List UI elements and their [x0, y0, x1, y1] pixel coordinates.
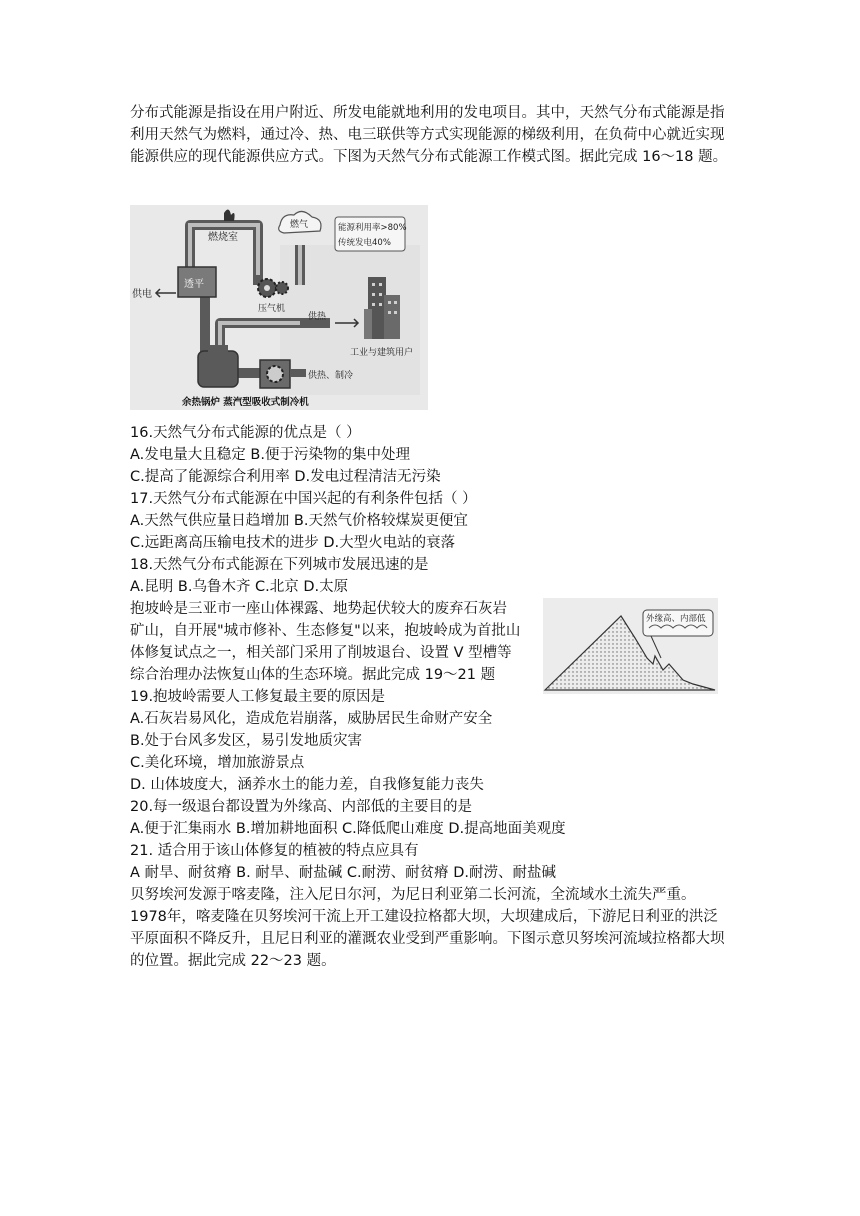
mountain-profile-figure [543, 598, 718, 694]
intro-paragraph: 分布式能源是指设在用户附近、所发电能就地利用的发电项目。其中，天然气分布式能源是指利用天然气为燃料，通过冷、热、电三联供等方式实现能源的梯级利用，在负荷中心就近实现能源供应的现代能源供应方式。下图为天然气分布式能源工作模式图。据此完成 16～18 题。 [130, 105, 728, 165]
q19-option-a: A.石灰岩易风化，造成危岩崩落，威胁居民生命财产安全 [130, 711, 493, 727]
q20-options: A.便于汇集雨水 B.增加耕地面积 C.降低爬山难度 D.提高地面美观度 [130, 821, 566, 837]
compressor-label: 压气机 [258, 304, 286, 314]
q21-options: A 耐旱、耐贫瘠 B. 耐旱、耐盐碱 C.耐涝、耐贫瘠 D.耐涝、耐盐碱 [130, 865, 557, 881]
q16-stem: 16.天然气分布式能源的优点是（ ） [130, 425, 361, 441]
outer-high-inner-low-label: 外缘高、内部低 [646, 614, 706, 624]
q19-option-b: B.处于台风多发区，易引发地质灾害 [130, 733, 363, 749]
mountain-profile-diagram [543, 598, 718, 694]
q18-options: A.昆明 B.乌鲁木齐 C.北京 D.太原 [130, 579, 349, 595]
efficiency-text-1: 能源利用率>80% [338, 223, 407, 233]
q17-options-2: C.远距离高压输电技术的进步 D.大型火电站的衰落 [130, 535, 456, 551]
power-supply-label: 供电 [132, 289, 152, 300]
q19-stem: 19.抱坡岭需要人工修复最主要的原因是 [130, 689, 386, 705]
energy-mode-figure [130, 205, 428, 410]
q16-options-1: A.发电量大且稳定 B.便于污染物的集中处理 [130, 447, 410, 463]
passage3-paragraph: 贝努埃河发源于喀麦隆，注入尼日尔河，为尼日利亚第二长河流，全流域水土流失严重。1978年，喀麦隆在贝努埃河干流上开工建设拉格都大坝，大坝建成后，下游尼日利亚的洪泛平原面积不降反升，且尼日利亚的灌溉农业受到严重影响。下图示意贝努埃河流域拉格都大坝的位置。据此完成 22～23 题。 [130, 887, 725, 969]
passage2-line-1: 抱坡岭是三亚市一座山体裸露、地势起伏较大的废弃石灰岩 [130, 601, 507, 617]
boiler-chiller-label: 余热锅炉 蒸汽型吸收式制冷机 [182, 397, 309, 408]
passage2-line-4: 综合治理办法恢复山体的生态环境。据此完成 19～21 题 [130, 667, 496, 683]
q17-stem: 17.天然气分布式能源在中国兴起的有利条件包括（ ） [130, 491, 477, 507]
heat-cool-label: 供热、制冷 [308, 371, 354, 381]
q16-options-2: C.提高了能源综合利用率 D.发电过程清洁无污染 [130, 469, 441, 485]
q19-option-d: D. 山体坡度大，涵养水土的能力差，自我修复能力丧失 [130, 777, 484, 793]
q17-options-1: A.天然气供应量日趋增加 B.天然气价格较煤炭更便宜 [130, 513, 468, 529]
q18-stem: 18.天然气分布式能源在下列城市发展迅速的是 [130, 557, 429, 573]
passage2-line-3: 体修复试点之一，相关部门采用了削坡退台、设置 V 型槽等 [130, 645, 512, 661]
heat-supply-label: 供热 [308, 312, 327, 322]
passage2-line-2: 矿山，自开展"城市修补、生态修复"以来，抱坡岭成为首批山 [130, 623, 521, 639]
users-label: 工业与建筑用户 [350, 348, 414, 358]
energy-mode-diagram [130, 205, 428, 410]
efficiency-text-2: 传统发电40% [338, 238, 391, 248]
q20-stem: 20.每一级退台都设置为外缘高、内部低的主要目的是 [130, 799, 473, 815]
gas-label: 燃气 [290, 220, 309, 230]
burner-label: 燃烧室 [208, 232, 238, 243]
q21-stem: 21. 适合用于该山体修复的植被的特点应具有 [130, 843, 419, 859]
turbine-label: 透平 [184, 279, 204, 290]
q19-option-c: C.美化环境，增加旅游景点 [130, 755, 305, 771]
